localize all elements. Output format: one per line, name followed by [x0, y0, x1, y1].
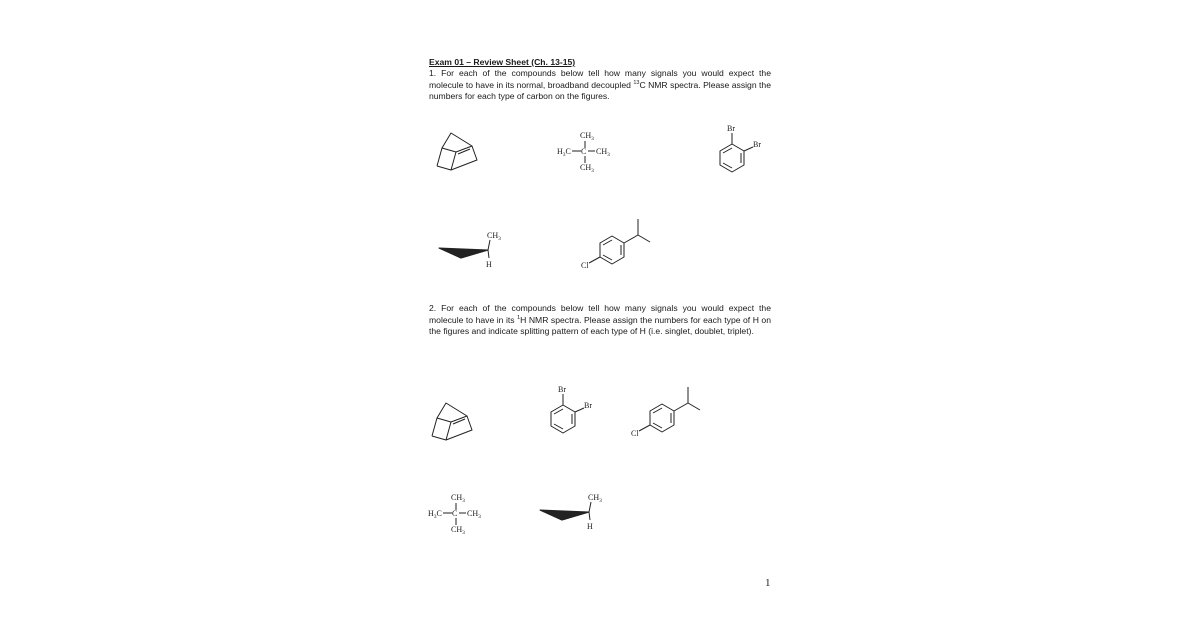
neopentane-structure-2: [426, 490, 496, 540]
ch3-label: $CH_3$: [487, 231, 501, 242]
dibromobenzene-structure-2: [536, 383, 606, 441]
ch3-right-label: $CH_3$: [596, 147, 610, 158]
ch3-label: $CH_3$: [588, 493, 602, 504]
central-c-label: C: [581, 147, 587, 156]
dibromobenzene-structure: [705, 122, 775, 180]
norbornene-structure-2: [427, 398, 475, 444]
methylcyclopropane-structure-2: [537, 492, 607, 532]
ch3-bottom-label: $CH_3$: [451, 525, 465, 536]
norbornene-structure: [432, 128, 480, 174]
chloro-isopropylbenzene-structure-2: [628, 382, 718, 440]
ch3-bottom-label: $CH_3$: [580, 163, 594, 174]
h-label: H: [486, 260, 492, 269]
ch3-right-label: $CH_3$: [467, 509, 481, 520]
neopentane-structure: [555, 128, 625, 178]
br-right-label: Br: [584, 401, 592, 410]
h-label: H: [587, 522, 593, 531]
page-number: 1: [765, 577, 771, 589]
cl-label: Cl: [631, 429, 639, 438]
ch3-top-label: $CH_3$: [580, 131, 594, 142]
br-top-label: Br: [558, 385, 566, 394]
h3c-label: $H_3C$: [428, 509, 442, 520]
methylcyclopropane-structure: [436, 230, 506, 270]
br-top-label: Br: [727, 124, 735, 133]
h3c-label: $H_3C$: [557, 147, 571, 158]
question-1-text: 1. For each of the compounds below tell how many signals you would expect the molecule to have in its normal, broadband decoupled $^{13}$C NMR spectra. Please assign the numbers for each type of carbon on the figures.: [429, 68, 771, 101]
br-right-label: Br: [753, 140, 761, 149]
question-2-text: 2. For each of the compounds below tell how many signals you would expect the molecule to have in its $^1$H NMR spectra. Please assign the numbers for each type of H on the figures and indicate splitting pattern of each type of H (i.e. singlet, doublet, triplet).: [429, 303, 771, 336]
chloro-isopropylbenzene-structure: [578, 214, 668, 272]
ch3-top-label: $CH_3$: [451, 493, 465, 504]
central-c-label: C: [452, 509, 458, 518]
cl-label: Cl: [581, 261, 589, 270]
page-title: Exam 01 – Review Sheet (Ch. 13-15): [429, 57, 576, 67]
